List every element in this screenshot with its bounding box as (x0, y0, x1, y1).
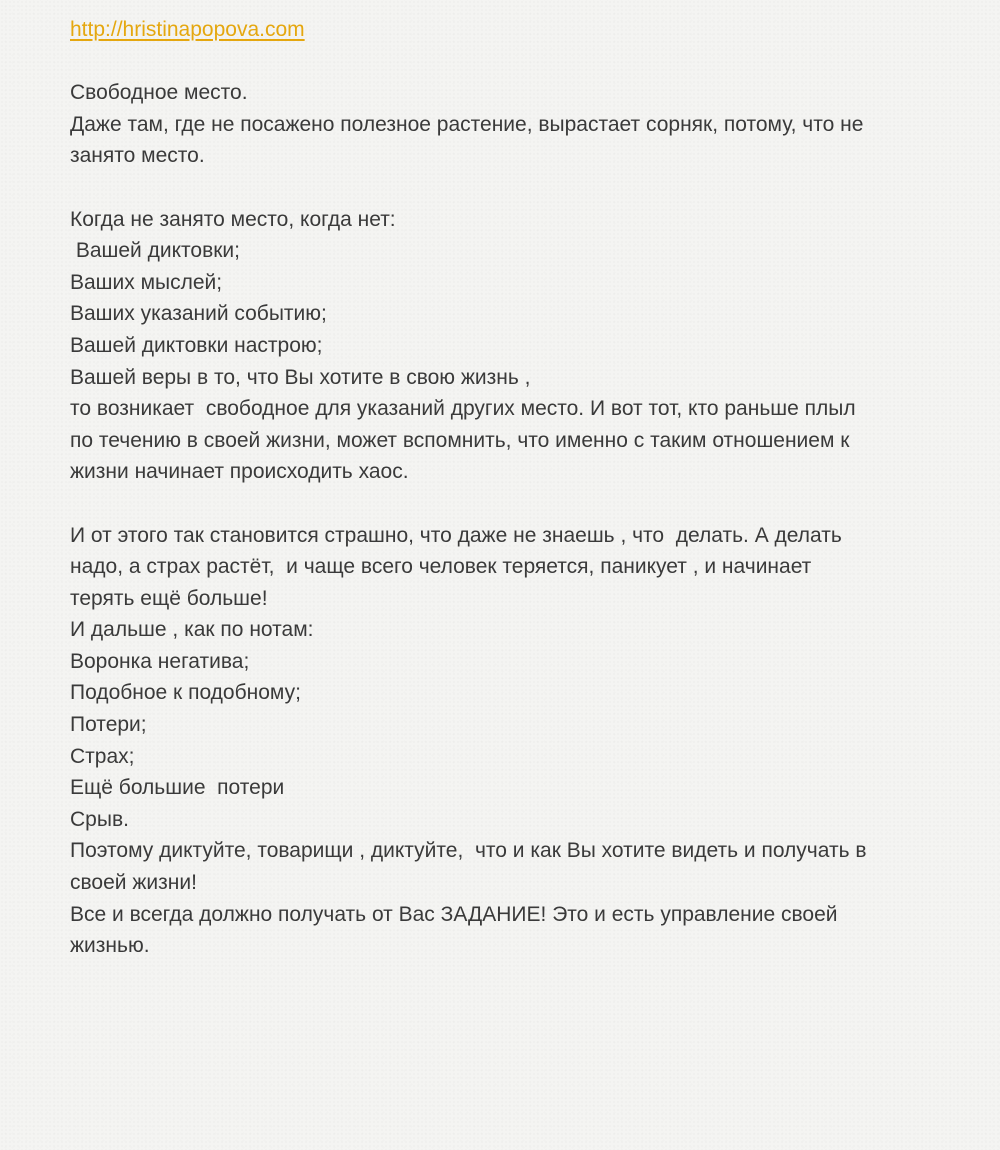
document-body (70, 46, 930, 962)
text-line: Страх; (70, 744, 135, 768)
text-line: Все и всегда должно получать от Вас ЗАДАНИЕ! Это и есть управление своей (70, 902, 838, 926)
text-line: Даже там, где не посажено полезное растение, вырастает сорняк, потому, что не (70, 112, 864, 136)
text-line: то возникает свободное для указаний других место. И вот тот, кто раньше плыл (70, 397, 856, 421)
text-line: надо, а страх растёт, и чаще всего человек теряется, паникует , и начинает (70, 555, 812, 579)
text-line: Когда не занято место, когда нет: (70, 207, 396, 231)
text-line: Воронка негатива; (70, 649, 250, 673)
text-line: Свободное место. (70, 81, 248, 105)
text-line: своей жизни! (70, 871, 197, 895)
text-line: Вашей диктовки настрою; (70, 333, 323, 357)
text-line: по течению в своей жизни, может вспомнить, что именно с таким отношением к (70, 428, 850, 452)
blank-line (70, 172, 930, 204)
text-line: Ещё большие потери (70, 776, 285, 800)
blank-line (70, 46, 930, 78)
text-line: жизнью. (70, 934, 150, 958)
text-line: И от этого так становится страшно, что даже не знаешь , что делать. А делать (70, 523, 842, 547)
text-line: Ваших указаний событию; (70, 302, 327, 326)
text-line: Потери; (70, 713, 147, 737)
text-line: И дальше , как по нотам: (70, 618, 314, 642)
website-link[interactable]: http://hristinapopova.com (70, 18, 305, 41)
text-line: Срыв. (70, 807, 129, 831)
text-line: Вашей веры в то, что Вы хотите в свою жизнь , (70, 365, 531, 389)
text-line: занято место. (70, 144, 205, 168)
text-line: терять ещё больше! (70, 586, 268, 610)
text-line: Вашей диктовки; (70, 239, 240, 263)
text-line: Подобное к подобному; (70, 681, 301, 705)
text-line: Поэтому диктуйте, товарищи , диктуйте, что и как Вы хотите видеть и получать в (70, 839, 867, 863)
text-line: жизни начинает происходить хаос. (70, 460, 409, 484)
text-line: Ваших мыслей; (70, 270, 223, 294)
blank-line (70, 488, 930, 520)
